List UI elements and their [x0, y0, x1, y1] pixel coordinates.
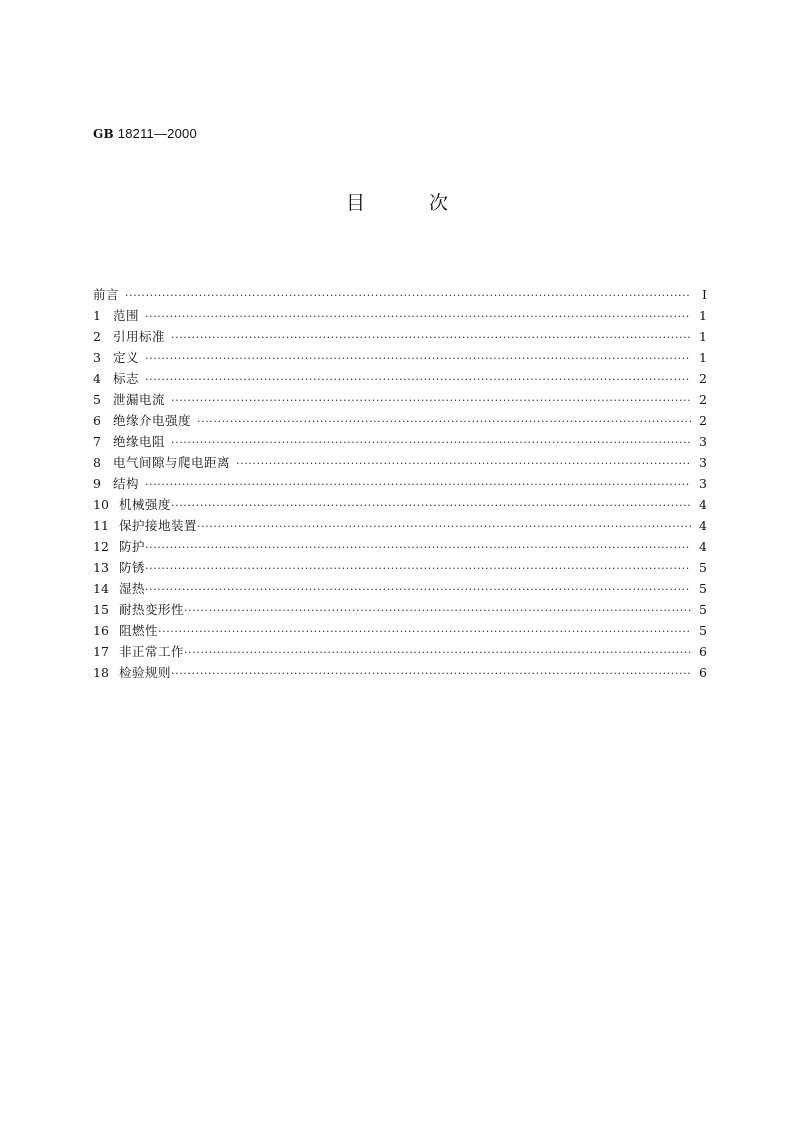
toc-entry-label: 阻燃性 — [119, 623, 159, 638]
toc-entry-page-number: 6 — [699, 665, 707, 680]
toc-entry-label: 定义 — [113, 350, 140, 365]
toc-entry-page-number: 3 — [699, 434, 707, 449]
toc-entry-label: 非正常工作 — [119, 644, 185, 659]
toc-entry-label: 结构 — [113, 476, 140, 491]
toc-entry[interactable] — [93, 305, 707, 326]
toc-entry-label: 电气间隙与爬电距离 — [113, 455, 231, 470]
toc-entry[interactable] — [93, 347, 707, 368]
toc-entry-number: 14 — [93, 581, 109, 596]
standard-prefix: GB — [93, 127, 114, 141]
toc-entry-label: 机械强度 — [119, 497, 172, 512]
toc-entry[interactable] — [93, 620, 707, 641]
toc-entry-leader-dots — [171, 390, 691, 411]
toc-entry-page-number: 2 — [699, 413, 707, 428]
toc-entry-page-number: 1 — [699, 329, 707, 344]
toc-entry-number: 12 — [93, 539, 109, 554]
toc-entry-number: 7 — [93, 434, 101, 449]
toc-entry-leader-dots — [125, 285, 691, 306]
toc-entry-page-number: 2 — [699, 371, 707, 386]
standard-number: 18211—2000 — [117, 126, 197, 141]
toc-entry[interactable] — [93, 368, 707, 389]
toc-entry[interactable] — [93, 515, 707, 536]
toc-entry-label: 标志 — [113, 371, 140, 386]
toc-entry-page-number: 1 — [699, 308, 707, 323]
toc-entry[interactable] — [93, 641, 707, 662]
toc-entry-label: 保护接地装置 — [119, 518, 198, 533]
toc-entry-number: 5 — [93, 392, 101, 407]
title-char-right: 次 — [429, 192, 449, 214]
toc-entry-page-number: 2 — [699, 392, 707, 407]
toc-entry-leader-dots — [184, 642, 691, 663]
toc-entry[interactable] — [93, 662, 707, 683]
toc-entry[interactable] — [93, 578, 707, 599]
toc-entry[interactable] — [93, 326, 707, 347]
toc-entry-leader-dots — [171, 495, 691, 516]
toc-entry-leader-dots — [171, 663, 691, 684]
toc-entry-label: 前言 — [93, 287, 120, 302]
toc-entry-number: 15 — [93, 602, 109, 617]
toc-entry-number: 4 — [93, 371, 101, 386]
toc-entry-page-number: 4 — [699, 518, 707, 533]
toc-entry-number: 3 — [93, 350, 101, 365]
toc-entry-page-number: 5 — [699, 623, 707, 638]
toc-entry[interactable] — [93, 410, 707, 431]
toc-entry-leader-dots — [145, 537, 691, 558]
toc-entry-leader-dots — [236, 453, 691, 474]
toc-entry[interactable] — [93, 599, 707, 620]
toc-entry[interactable] — [93, 557, 707, 578]
toc-entry-number: 16 — [93, 623, 109, 638]
toc-entry-page-number: 6 — [699, 644, 707, 659]
toc-entry-page-number: 4 — [699, 497, 707, 512]
toc-entry-leader-dots — [184, 600, 691, 621]
toc-entry[interactable] — [93, 389, 707, 410]
toc-entry-leader-dots — [145, 369, 691, 390]
toc-entry-number: 8 — [93, 455, 101, 470]
toc-entry[interactable] — [93, 452, 707, 473]
table-of-contents — [93, 284, 707, 683]
toc-entry-leader-dots — [145, 579, 691, 600]
toc-entry-number: 6 — [93, 413, 101, 428]
toc-entry-number: 1 — [93, 308, 101, 323]
toc-entry-page-number: 3 — [699, 476, 707, 491]
toc-entry-page-number: I — [702, 287, 707, 302]
toc-entry-leader-dots — [171, 327, 691, 348]
title-char-left: 目 — [345, 192, 365, 214]
toc-entry-number: 11 — [93, 518, 109, 533]
toc-entry-label: 引用标准 — [113, 329, 166, 344]
toc-entry[interactable] — [93, 494, 707, 515]
toc-entry-label: 防护 — [119, 539, 146, 554]
toc-entry-label: 耐热变形性 — [119, 602, 185, 617]
toc-entry[interactable] — [93, 284, 707, 305]
toc-entry-number: 17 — [93, 644, 109, 659]
toc-entry-page-number: 5 — [699, 560, 707, 575]
toc-entry-leader-dots — [145, 558, 691, 579]
toc-entry-number: 2 — [93, 329, 101, 344]
toc-entry-number: 10 — [93, 497, 109, 512]
toc-entry-page-number: 5 — [699, 602, 707, 617]
toc-entry-page-number: 5 — [699, 581, 707, 596]
standard-code-header — [93, 126, 197, 141]
toc-entry-leader-dots — [171, 432, 691, 453]
toc-entry-leader-dots — [145, 474, 691, 495]
toc-entry-page-number: 3 — [699, 455, 707, 470]
toc-entry[interactable] — [93, 431, 707, 452]
toc-entry-label: 检验规则 — [119, 665, 172, 680]
toc-entry-leader-dots — [145, 306, 691, 327]
toc-entry-page-number: 4 — [699, 539, 707, 554]
toc-entry-number: 13 — [93, 560, 109, 575]
toc-entry[interactable] — [93, 536, 707, 557]
toc-entry-label: 湿热 — [119, 581, 146, 596]
toc-entry-label: 防锈 — [119, 560, 146, 575]
toc-entry-label: 范围 — [113, 308, 140, 323]
toc-entry-leader-dots — [197, 411, 691, 432]
toc-entry-number: 9 — [93, 476, 101, 491]
toc-entry-number: 18 — [93, 665, 109, 680]
toc-entry-leader-dots — [145, 348, 691, 369]
toc-entry-label: 绝缘介电强度 — [113, 413, 192, 428]
toc-entry-label: 泄漏电流 — [113, 392, 166, 407]
page-title — [0, 188, 794, 215]
toc-entry-label: 绝缘电阻 — [113, 434, 166, 449]
toc-entry-leader-dots — [197, 516, 691, 537]
toc-entry-page-number: 1 — [699, 350, 707, 365]
toc-entry[interactable] — [93, 473, 707, 494]
toc-entry-leader-dots — [158, 621, 691, 642]
